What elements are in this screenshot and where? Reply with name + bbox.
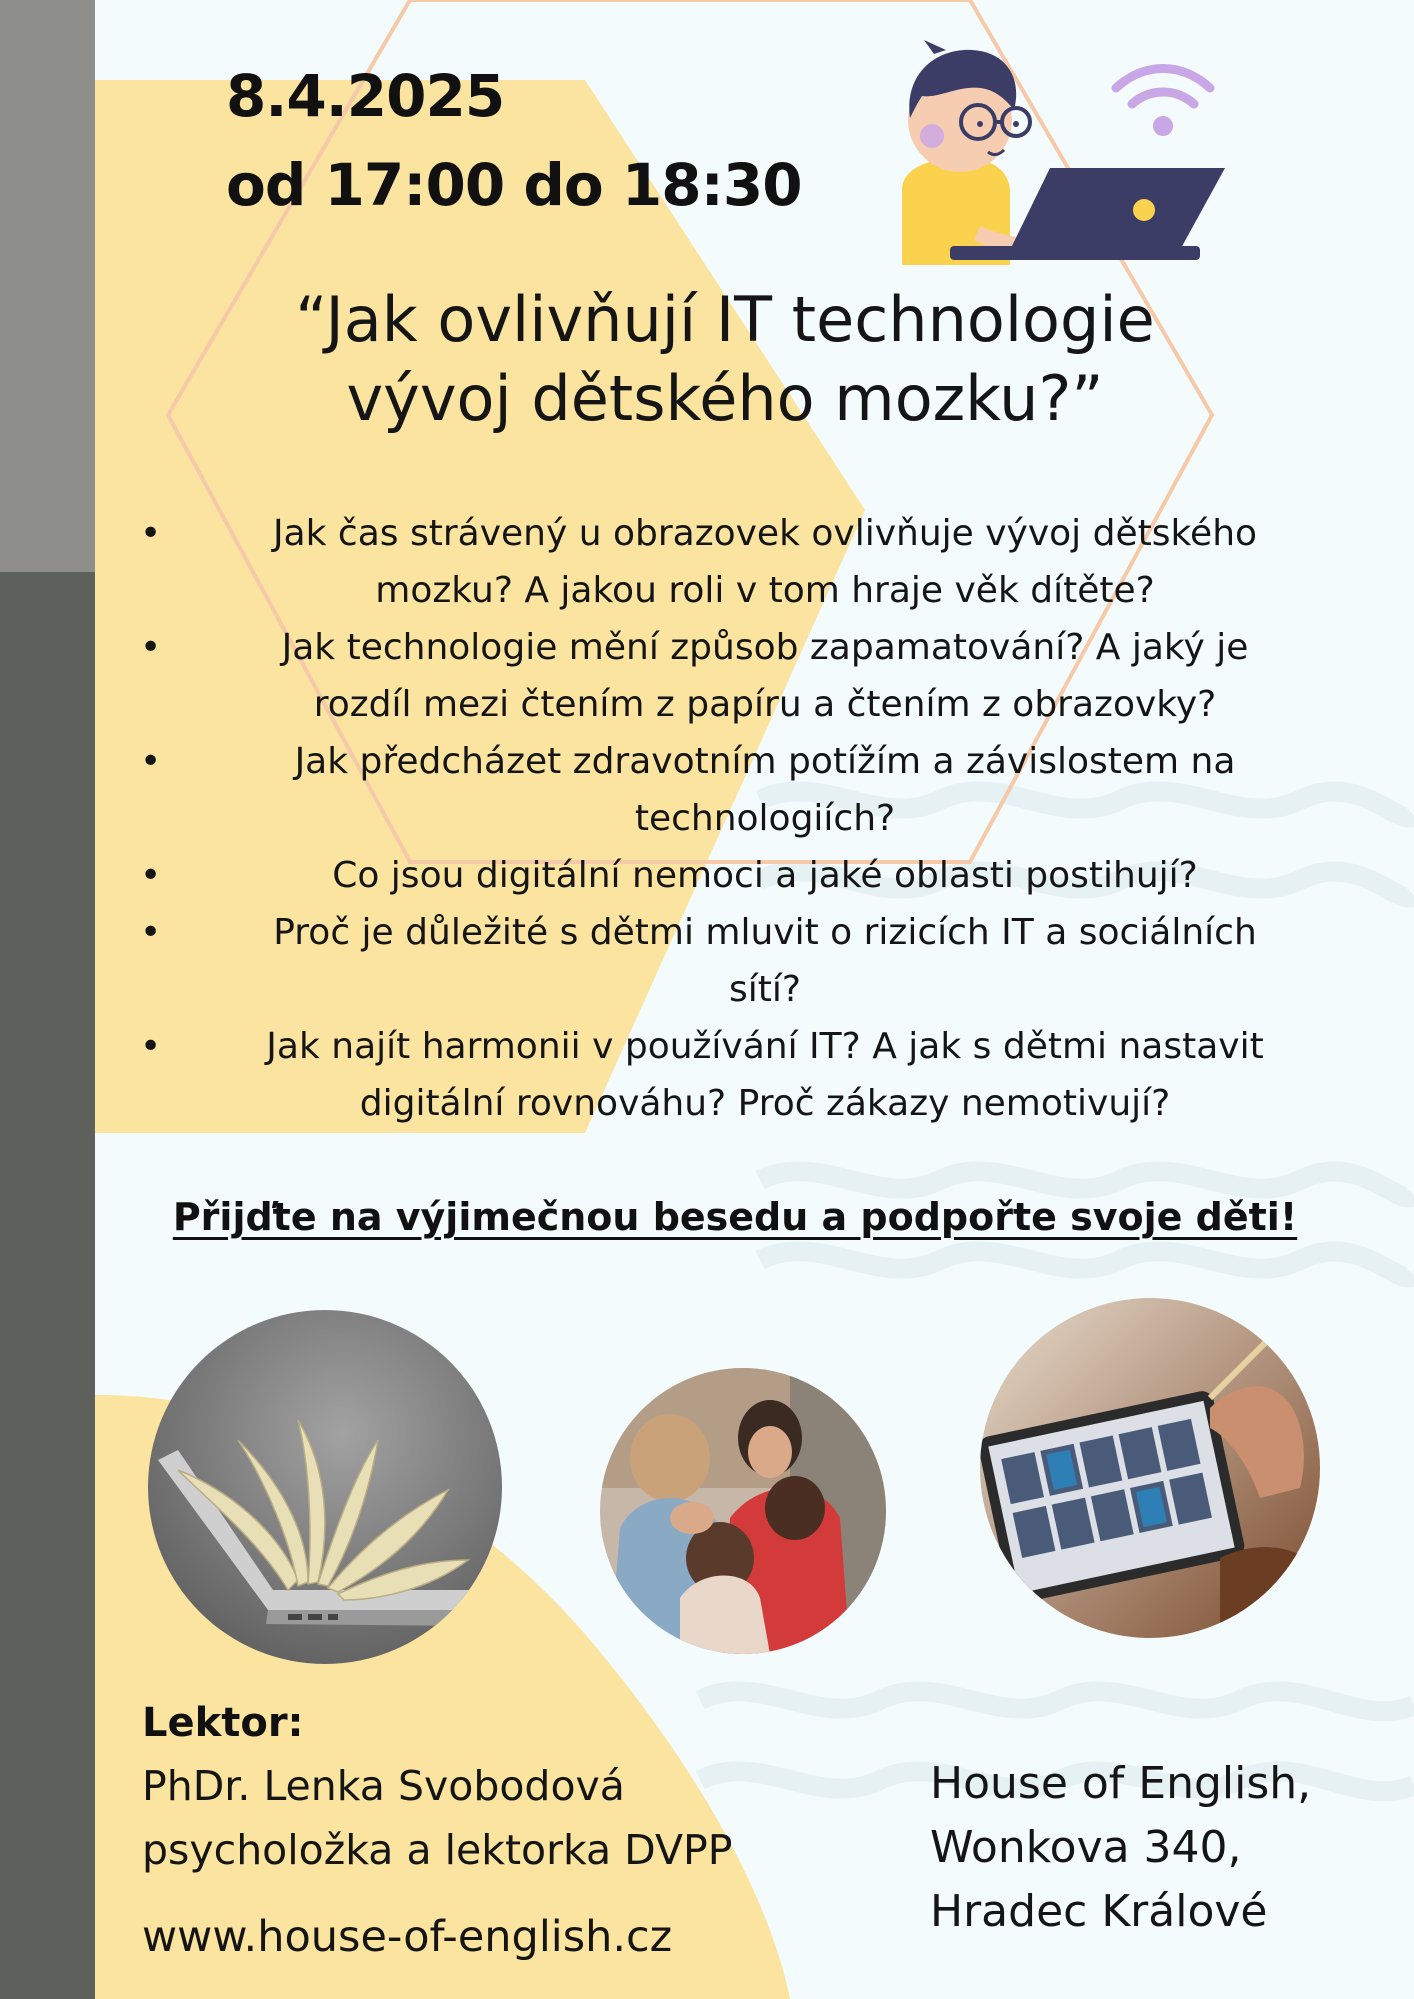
list-item: • Jak technologie mění způsob zapamatování? A jaký je rozdíl mezi čtením z papíru a čtením z obrazovky? [140,619,1350,733]
call-to-action: Přijďte na výjimečnou besedu a podpořte svoje děti! [172,1195,1298,1239]
lecturer-label: Lektor: [142,1700,304,1746]
list-item: • Jak předcházet zdravotním potížím a závislostem na technologiích? [140,733,1350,847]
tablet-photo [980,1298,1320,1638]
book-on-laptop-photo [148,1310,502,1664]
venue-line-3: Hradec Králové [930,1886,1268,1937]
list-item: • Jak najít harmonii v používání IT? A jak s dětmi nastavit digitální rovnováhu? Proč zákazy nemotivují? [140,1018,1350,1132]
side-bar-top [0,0,95,572]
bullet: • [140,855,162,896]
lecturer-name: PhDr. Lenka Svobodová [142,1762,625,1810]
bullet: • [140,627,162,668]
question-list [140,505,1350,1132]
lecturer-role: psycholožka a lektorka DVPP [142,1826,733,1874]
venue-line-1: House of English, [930,1758,1312,1809]
side-bar-bottom [0,572,95,1999]
title [160,280,1290,439]
bullet: • [140,1026,162,1067]
list-item: • Jak čas strávený u obrazovek ovlivňuje vývoj dětského mozku? A jakou roli v tom hraje věk dítěte? [140,505,1350,619]
bullet: • [140,912,162,953]
bullet: • [140,513,162,554]
wifi-icon [1108,56,1218,140]
list-item: • Co jsou digitální nemoci a jaké oblasti postihují? [140,847,1350,904]
venue-line-2: Wonkova 340, [930,1822,1242,1873]
family-hug-photo [600,1368,886,1654]
event-time: od 17:00 do 18:30 [226,151,802,219]
website-link[interactable]: www.house-of-english.cz [142,1912,673,1962]
title-line-2: vývoj dětského mozku?” [346,362,1104,436]
title-line-1: “Jak ovlivňují IT technologie [295,283,1155,356]
list-item: • Proč je důležité s dětmi mluvit o rizicích IT a sociálních sítí? [140,904,1350,1018]
bullet: • [140,741,162,782]
event-date: 8.4.2025 [226,62,505,130]
